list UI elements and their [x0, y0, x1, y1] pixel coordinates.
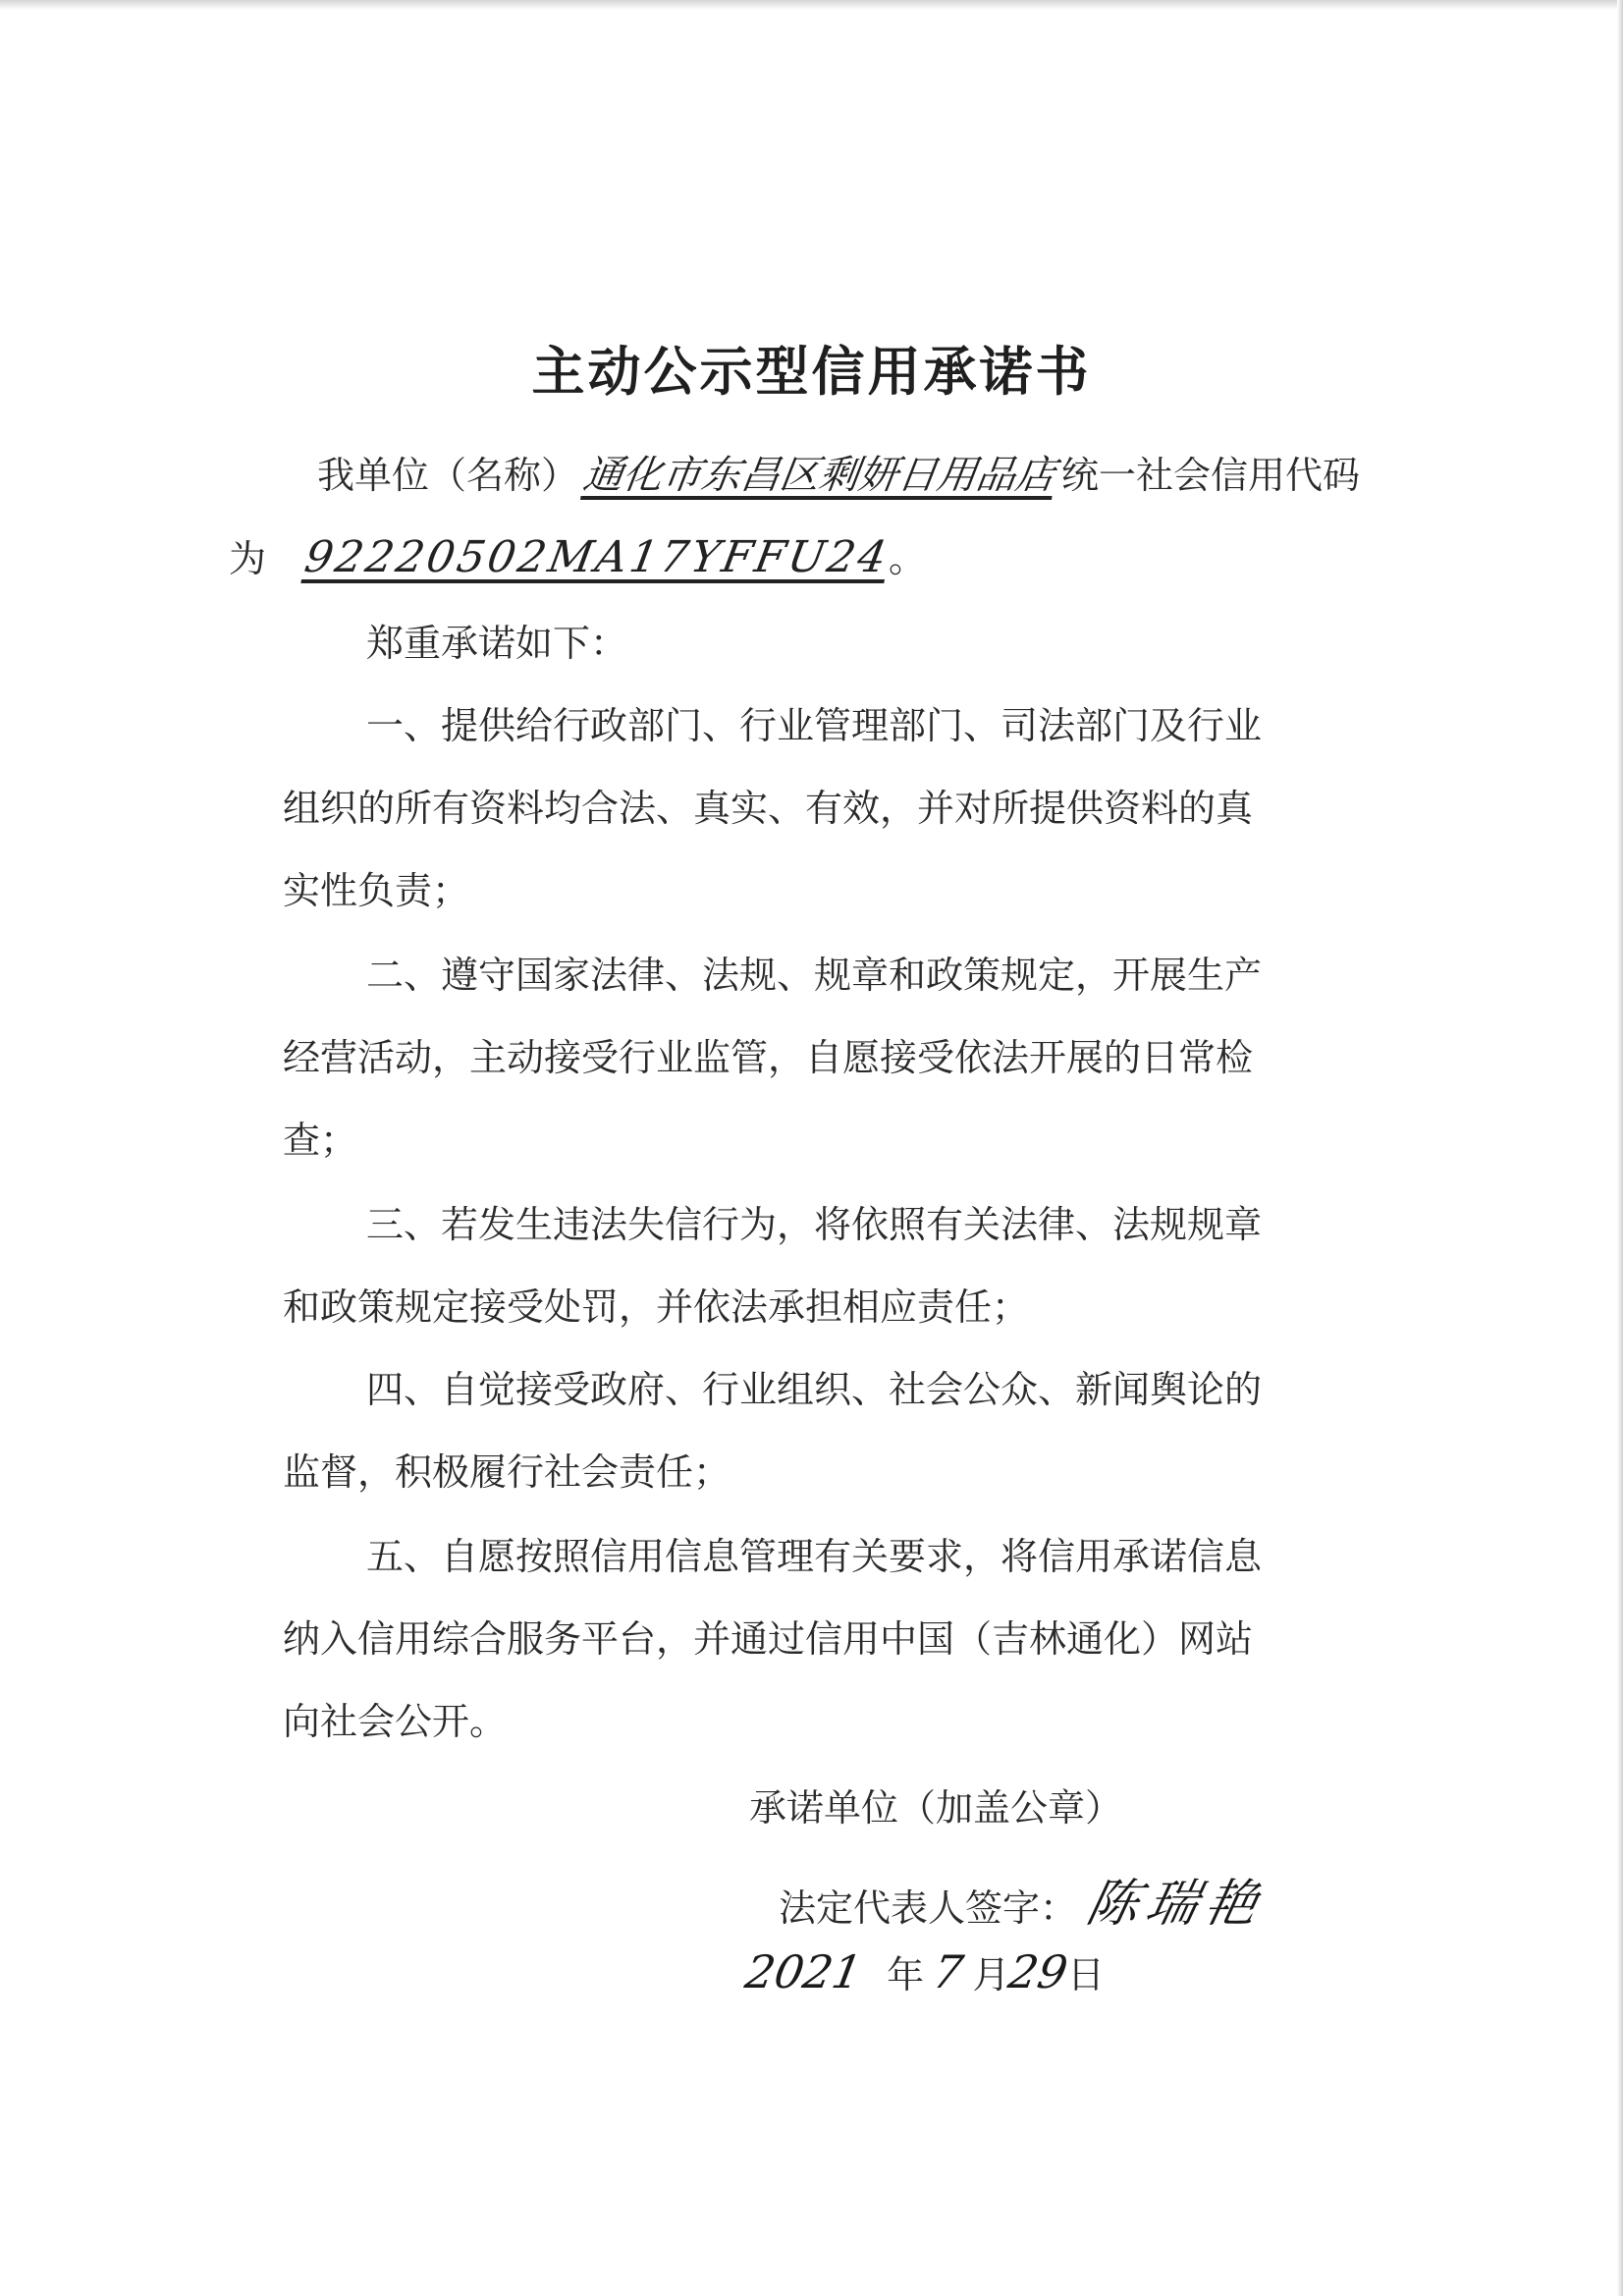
pledge-heading: 郑重承诺如下： [366, 622, 628, 665]
date-month-handwritten: 7 [929, 1945, 968, 1998]
clause-1-line-2: 组织的所有资料均合法、真实、有效，并对所提供资料的真 [283, 787, 1254, 830]
intro-prefix: 我单位（名称） [317, 454, 579, 497]
document-title: 主动公示型信用承诺书 [531, 341, 1092, 403]
clause-4-line-1: 四、自觉接受政府、行业组织、社会公众、新闻舆论的 [366, 1368, 1263, 1411]
legal-rep-signature-handwritten: 陈瑞艳 [1081, 1875, 1271, 1934]
clause-1-line-3: 实性负责； [283, 869, 470, 912]
credit-code-handwritten: 92220502MA17YFFU24 [300, 532, 893, 582]
date-day-handwritten: 29 [1004, 1945, 1072, 1998]
clause-4-line-2: 监督，积极履行社会责任； [283, 1450, 731, 1494]
intro-line-1 [317, 444, 1360, 500]
clause-2-line-1: 二、遵守国家法律、法规、规章和政策规定，开展生产 [366, 954, 1263, 997]
clause-5-line-3: 向社会公开。 [283, 1700, 508, 1743]
clause-5-line-1: 五、自愿按照信用信息管理有关要求，将信用承诺信息 [366, 1535, 1263, 1578]
scan-edge-top [0, 0, 1623, 10]
date-year-handwritten: 2021 [741, 1945, 866, 1998]
legal-rep-signature [779, 1862, 1271, 1936]
clause-5-line-2: 纳入信用综合服务平台，并通过信用中国（吉林通化）网站 [283, 1617, 1254, 1661]
legal-rep-label: 法定代表人签字： [779, 1886, 1078, 1930]
intro-line-2 [229, 528, 926, 582]
clause-3-line-2: 和政策规定接受处罚，并依法承担相应责任； [283, 1285, 1030, 1329]
code-prefix: 为 [229, 537, 267, 580]
clause-1-line-1: 一、提供给行政部门、行业管理部门、司法部门及行业 [366, 704, 1263, 747]
clause-2-line-3: 查； [283, 1119, 358, 1162]
clause-3-line-1: 三、若发生违法失信行为，将依照有关法律、法规规章 [366, 1203, 1263, 1246]
clause-2-line-2: 经营活动，主动接受行业监管，自愿接受依法开展的日常检 [283, 1036, 1254, 1079]
code-suffix: 。 [888, 537, 926, 580]
date-month-char: 月 [972, 1953, 1010, 1996]
commitment-unit-label: 承诺单位（加盖公章） [749, 1786, 1123, 1830]
date-year-char: 年 [887, 1953, 925, 1996]
commitment-date [741, 1944, 1106, 1998]
date-day-char: 日 [1067, 1953, 1106, 1996]
unit-name-handwritten: 通化市东昌区剩妍日用品店 [580, 453, 1058, 498]
intro-suffix: 统一社会信用代码 [1061, 454, 1361, 497]
